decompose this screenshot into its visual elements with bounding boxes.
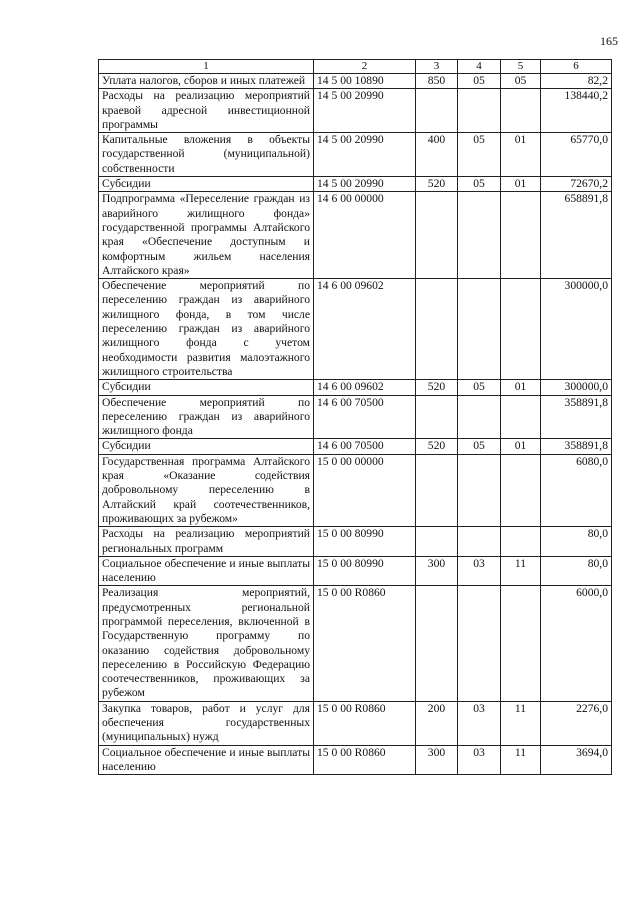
row-code: 14 5 00 10890 <box>314 74 416 89</box>
row-rz: 05 <box>458 74 501 89</box>
table-row <box>99 192 612 279</box>
row-code: 15 0 00 80990 <box>314 527 416 557</box>
table-row <box>99 89 612 133</box>
row-amount: 658891,8 <box>541 192 612 279</box>
row-code: 14 6 00 00000 <box>314 192 416 279</box>
row-rz <box>458 89 501 133</box>
table-row <box>99 586 612 701</box>
row-pr <box>501 454 541 526</box>
row-rz <box>458 279 501 380</box>
row-rz: 03 <box>458 556 501 586</box>
row-vr <box>416 527 458 557</box>
table-row <box>99 556 612 586</box>
table-row <box>99 177 612 192</box>
row-vr: 520 <box>416 177 458 192</box>
table-row <box>99 745 612 775</box>
row-vr: 300 <box>416 556 458 586</box>
row-code: 15 0 00 00000 <box>314 454 416 526</box>
row-code: 14 6 00 09602 <box>314 279 416 380</box>
table-row <box>99 454 612 526</box>
row-vr: 300 <box>416 745 458 775</box>
row-amount: 80,0 <box>541 527 612 557</box>
row-vr: 400 <box>416 133 458 177</box>
row-amount: 72670,2 <box>541 177 612 192</box>
row-amount: 80,0 <box>541 556 612 586</box>
table-row <box>99 701 612 745</box>
row-amount: 138440,2 <box>541 89 612 133</box>
header-row <box>99 60 612 74</box>
row-pr <box>501 279 541 380</box>
row-vr <box>416 454 458 526</box>
row-code: 14 5 00 20990 <box>314 89 416 133</box>
row-vr <box>416 192 458 279</box>
row-name: Социальное обеспечение и иные выплаты населению <box>99 745 314 775</box>
row-amount: 2276,0 <box>541 701 612 745</box>
row-name: Государственная программа Алтайского края «Оказание содействия добровольному переселению в Алтайский край соотечественников, проживающих за рубежом» <box>99 454 314 526</box>
row-name: Подпрограмма «Переселение граждан из аварийного жилищного фонда» государственной программы Алтайского края «Обеспечение доступным и комфортным жильем населения Алтайского края» <box>99 192 314 279</box>
table-row <box>99 74 612 89</box>
header-cell-6: 6 <box>541 60 612 74</box>
page-number: 165 <box>600 34 618 48</box>
table-row <box>99 133 612 177</box>
row-amount: 6000,0 <box>541 586 612 701</box>
row-rz: 05 <box>458 177 501 192</box>
row-name: Капитальные вложения в объекты государственной (муниципальной) собственности <box>99 133 314 177</box>
row-name: Расходы на реализацию мероприятий региональных программ <box>99 527 314 557</box>
table-row <box>99 527 612 557</box>
row-name: Закупка товаров, работ и услуг для обеспечения государственных (муниципальных) нужд <box>99 701 314 745</box>
row-amount: 3694,0 <box>541 745 612 775</box>
row-amount: 82,2 <box>541 74 612 89</box>
row-pr: 11 <box>501 701 541 745</box>
row-pr <box>501 192 541 279</box>
row-name: Уплата налогов, сборов и иных платежей <box>99 74 314 89</box>
row-rz <box>458 192 501 279</box>
row-rz <box>458 454 501 526</box>
table-row <box>99 439 612 454</box>
header-cell-3: 3 <box>416 60 458 74</box>
row-amount: 358891,8 <box>541 395 612 439</box>
row-pr: 01 <box>501 439 541 454</box>
row-amount: 6080,0 <box>541 454 612 526</box>
row-vr <box>416 279 458 380</box>
row-vr <box>416 89 458 133</box>
row-amount: 65770,0 <box>541 133 612 177</box>
row-rz: 03 <box>458 701 501 745</box>
table-row <box>99 279 612 380</box>
row-code: 14 6 00 70500 <box>314 439 416 454</box>
table-row <box>99 380 612 395</box>
row-code: 14 5 00 20990 <box>314 133 416 177</box>
row-pr <box>501 527 541 557</box>
row-rz: 05 <box>458 133 501 177</box>
row-code: 14 6 00 09602 <box>314 380 416 395</box>
row-name: Обеспечение мероприятий по переселению граждан из аварийного жилищного фонда <box>99 395 314 439</box>
row-name: Субсидии <box>99 439 314 454</box>
row-name: Социальное обеспечение и иные выплаты населению <box>99 556 314 586</box>
row-pr: 11 <box>501 556 541 586</box>
header-cell-5: 5 <box>501 60 541 74</box>
row-vr <box>416 395 458 439</box>
row-rz <box>458 586 501 701</box>
budget-table <box>98 59 612 775</box>
row-name: Субсидии <box>99 177 314 192</box>
row-rz <box>458 527 501 557</box>
row-name: Обеспечение мероприятий по переселению граждан из аварийного жилищного фонда, в том числе переселению граждан из аварийного жилищного фонда с учетом необходимости развития малоэтажного жилищного строительства <box>99 279 314 380</box>
row-rz: 05 <box>458 439 501 454</box>
header-cell-2: 2 <box>314 60 416 74</box>
row-pr <box>501 586 541 701</box>
row-rz <box>458 395 501 439</box>
row-pr <box>501 89 541 133</box>
row-code: 14 5 00 20990 <box>314 177 416 192</box>
header-cell-4: 4 <box>458 60 501 74</box>
row-name: Субсидии <box>99 380 314 395</box>
header-cell-1: 1 <box>99 60 314 74</box>
row-vr: 520 <box>416 439 458 454</box>
row-amount: 300000,0 <box>541 380 612 395</box>
row-rz: 05 <box>458 380 501 395</box>
row-code: 15 0 00 R0860 <box>314 701 416 745</box>
table-row <box>99 395 612 439</box>
row-vr: 200 <box>416 701 458 745</box>
row-pr: 01 <box>501 177 541 192</box>
row-code: 15 0 00 R0860 <box>314 586 416 701</box>
row-amount: 358891,8 <box>541 439 612 454</box>
row-pr: 01 <box>501 133 541 177</box>
row-name: Расходы на реализацию мероприятий краевой адресной инвестиционной программы <box>99 89 314 133</box>
row-rz: 03 <box>458 745 501 775</box>
row-pr: 01 <box>501 380 541 395</box>
row-code: 15 0 00 80990 <box>314 556 416 586</box>
row-name: Реализация мероприятий, предусмотренных региональной программой переселения, включенной в Государственную программу по оказанию содействия добровольному переселению в Российскую Федерацию соотечественников, проживающих за рубежом <box>99 586 314 701</box>
row-code: 14 6 00 70500 <box>314 395 416 439</box>
row-pr: 05 <box>501 74 541 89</box>
row-vr <box>416 586 458 701</box>
row-code: 15 0 00 R0860 <box>314 745 416 775</box>
row-pr <box>501 395 541 439</box>
row-vr: 850 <box>416 74 458 89</box>
row-vr: 520 <box>416 380 458 395</box>
row-pr: 11 <box>501 745 541 775</box>
row-amount: 300000,0 <box>541 279 612 380</box>
